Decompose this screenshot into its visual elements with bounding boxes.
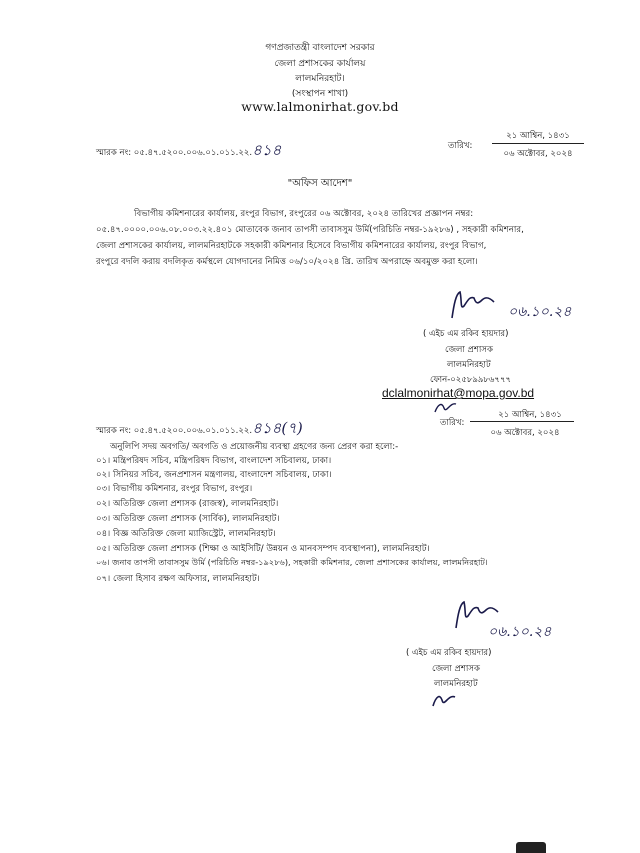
signature2-handwritten-date: ০৬.১০.২৪ [488,624,552,640]
signature1-email[interactable]: dclalmonirhat@mopa.gov.bd [382,386,535,400]
memo1-reference-label: স্মারক নং: ০৫.৪৭.৫২০০.০০৬.০১.০১১.২২. [96,148,253,158]
copy-list-item: ০৪। বিজ্ঞ অতিরিক্ত জেলা ম্যাজিস্ট্রেট, লালমনিরহাট। [96,529,276,539]
copy-list-item: ০১। মন্ত্রিপরিষদ সচিব, মন্ত্রিপরিষদ বিভাগ, বাংলাদেশ সচিবালয়, ঢাকা। [96,456,332,466]
office-order-title: "অফিস আদেশ" [287,178,353,189]
memo2-date-label: তারিখ: [440,418,465,428]
header-office: জেলা প্রশাসকের কার্যালয় [274,59,366,69]
copy-list-item: ০৩। অতিরিক্ত জেলা প্রশাসক (সার্বিক), লালমনিরহাট। [96,514,280,524]
order-body-line2: ০৫.৪৭.০০০০.০০৬.০৮.০০৩.২২.৪০১ মোতাবেক জনাব তাপসী তাবাসসুম উর্মি(পরিচিতি নম্বর-১৯২৮৬) , সহকারী কমিশনার, [96,225,524,235]
memo1-reference-handwritten: ৪১৪ [252,141,282,159]
memo1-date-label: তারিখ: [448,141,473,151]
header-government: গণপ্রজাতন্ত্রী বাংলাদেশ সরকার [265,43,375,53]
signature1-phone: ফোন-০২৫৮৯৯৮৬৭৭৭ [430,375,512,385]
header-website: www.lalmonirhat.gov.bd [241,99,399,114]
bottom-edge-mark [516,842,546,853]
memo2-reference-handwritten: ৪১৪(৭) [252,419,303,437]
header-district: লালমনিরহাট। [295,74,345,84]
signature1-place: লালমনিরহাট [447,360,491,370]
memo1-date-bangla: ২১ আশ্বিন, ১৪৩১ [506,131,570,141]
signature1-designation: জেলা প্রশাসক [445,345,493,355]
memo2-date-gregorian: ০৬ অক্টোবর, ২০২৪ [490,428,560,438]
initials1-scribble [432,398,460,416]
copy-list-item: ০৭। জেলা হিসাব রক্ষণ অফিসার, লালমনিরহাট। [96,574,260,584]
order-body [96,206,528,270]
order-body-line4: রংপুরে বদলি করায় বদলিকৃত কর্মস্থলে যোগদানের নিমিত্ত ০৬/১০/২০২৪ খ্রি. তারিখ অপরাহ্নে অবমুক্ত করা হলো। [96,257,478,267]
signature1-scribble [448,286,508,326]
initials2-scribble [430,690,458,710]
header-section: (সংস্থাপন শাখা) [291,89,349,99]
memo2-reference-label: স্মারক নং: ০৫.৪৭.৫২০০.০০৬.০১.০১১.২২. [96,426,253,436]
memo2-date-divider [470,421,574,422]
memo2-reference [96,417,303,442]
signature1-handwritten-date: ০৬.১০.২৪ [508,304,572,320]
memo1-date-divider [492,143,584,144]
memo1-date-gregorian: ০৬ অক্টোবর, ২০২৪ [503,149,573,159]
copy-intro: অনুলিপি সদয় অবগতি/ অবগতি ও প্রয়োজনীয় ব্যবস্থা গ্রহণের জন্য প্রেরণ করা হলো:- [110,442,399,452]
order-body-line3: জেলা প্রশাসকের কার্যালয়, লালমনিরহাটকে সহকারী কমিশনার হিসেবে বিভাগীয় কমিশনারের কার্যালয়, রংপুর বিভাগ, [96,241,487,251]
copy-list-item: ০২। অতিরিক্ত জেলা প্রশাসক (রাজস্ব), লালমনিরহাট। [96,499,279,509]
signature2-designation: জেলা প্রশাসক [432,664,480,674]
signature2-place: লালমনিরহাট [434,679,478,689]
memo1-reference [96,139,281,164]
signature2-name: ( এইচ এম রকিব হায়দার) [406,648,492,658]
memo2-date-bangla: ২১ আশ্বিন, ১৪৩১ [498,410,562,420]
copy-list-item: ০৫। অতিরিক্ত জেলা প্রশাসক (শিক্ষা ও আইসিটি/ উন্নয়ন ও মানবসম্পদ ব্যবস্থাপনা), লালমনিরহাট। [96,544,430,554]
order-body-line1: বিভাগীয় কমিশনারের কার্যালয়, রংপুর বিভাগ, রংপুরের ০৬ অক্টোবর, ২০২৪ তারিখের প্রজ্ঞাপন নম্বর: [134,209,474,219]
signature1-name: ( এইচ এম রকিব হায়দার) [423,329,509,339]
copy-list-item: ০৬। জনাব তাপসী তাবাসসুম উর্মি (পরিচিতি নম্বর-১৯২৮৬), সহকারী কমিশনার, জেলা প্রশাসকের কার্যালয়, লালমনিরহাট। [96,557,488,567]
copy-list-item: ০৩। বিভাগীয় কমিশনার, রংপুর বিভাগ, রংপুর। [96,484,253,494]
copy-list-item: ০২। সিনিয়র সচিব, জনপ্রশাসন মন্ত্রণালয়, বাংলাদেশ সচিবালয়, ঢাকা। [96,470,332,480]
